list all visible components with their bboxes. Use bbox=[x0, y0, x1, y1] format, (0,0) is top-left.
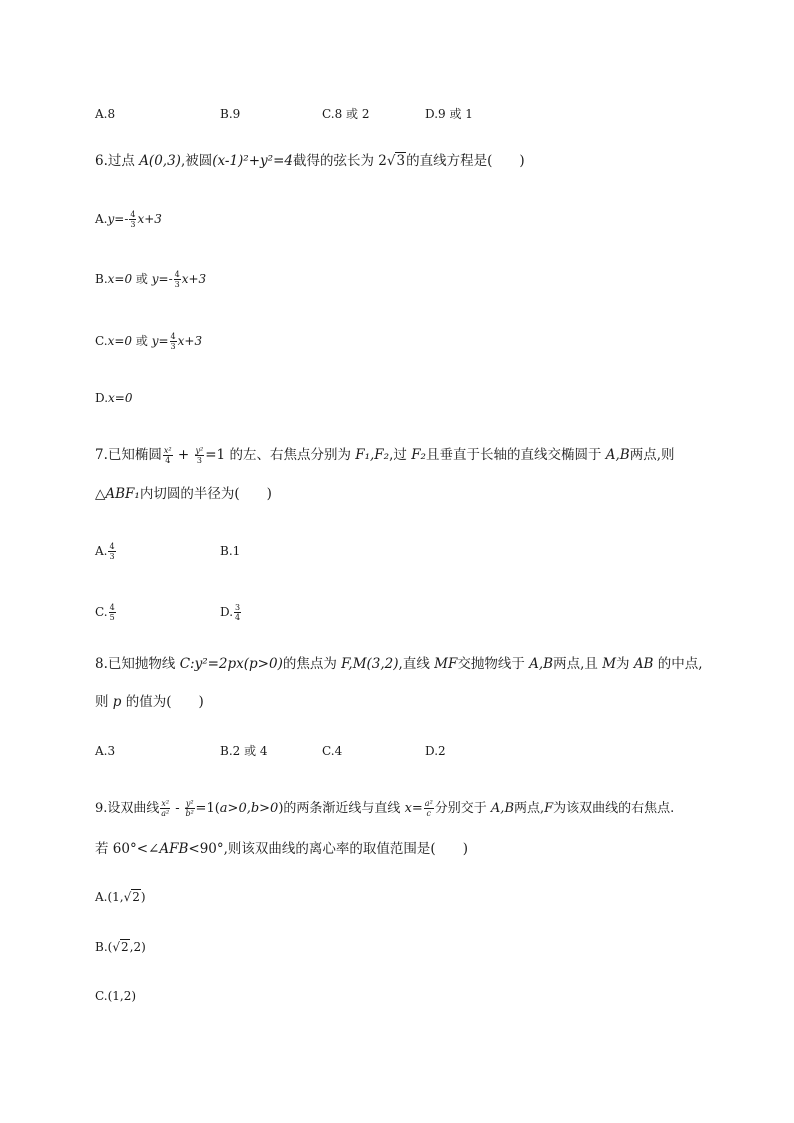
q9-minus: - bbox=[171, 801, 184, 816]
q9-text: 为该双曲线的右焦点. bbox=[553, 801, 675, 816]
q5-option-a: A.8 bbox=[95, 107, 116, 121]
q9-fraction-x bbox=[160, 799, 170, 818]
q6-option-d bbox=[95, 392, 132, 404]
q6-sqrt: √3 bbox=[386, 153, 406, 169]
q5-option-b: B.9 bbox=[220, 107, 241, 121]
q7-foci: F₁,F₂ bbox=[355, 447, 390, 463]
q9-angle: ∠AFB bbox=[148, 841, 189, 857]
frac-num: y² bbox=[185, 799, 194, 808]
frac-num: 4 bbox=[109, 603, 115, 612]
q6-option-b bbox=[95, 270, 206, 289]
q6-sqrt-value: 3 bbox=[396, 153, 406, 169]
q9-text: <90°,则该双曲线的离心率的取值范围是( ) bbox=[188, 841, 468, 857]
q9-ab: A,B bbox=[490, 801, 514, 816]
q6-option-a-expr: x+3 bbox=[137, 212, 162, 226]
frac-num: 4 bbox=[174, 270, 180, 279]
frac-num: 3 bbox=[235, 603, 241, 612]
q8-p: p bbox=[112, 694, 122, 710]
q7-text: =1 的左、右焦点分别为 bbox=[205, 447, 356, 463]
q6-option-a-expr: y=- bbox=[107, 212, 129, 226]
q7-stem bbox=[95, 446, 675, 465]
frac-den: 3 bbox=[174, 280, 180, 289]
q5-option-d: D.9 或 1 bbox=[425, 107, 473, 121]
q6-option-c-label: C. bbox=[95, 334, 108, 348]
q8-option-c: C.4 bbox=[322, 744, 343, 758]
q6-option-a-label: A. bbox=[95, 212, 108, 226]
q9-option-a bbox=[95, 891, 146, 903]
q6-option-c-fraction bbox=[170, 332, 177, 351]
q9-line-eq: x= bbox=[404, 801, 423, 816]
frac-num: 4 bbox=[130, 210, 136, 219]
q8-stem-line2 bbox=[95, 696, 204, 710]
q7-option-d bbox=[220, 603, 242, 622]
q6-option-b-expr: y=- bbox=[151, 272, 173, 286]
q6-stem bbox=[95, 155, 525, 169]
q7-fraction-x bbox=[163, 446, 173, 465]
q9-option-a-text: A.(1, bbox=[95, 890, 124, 904]
q7-fraction-y bbox=[195, 446, 205, 465]
q8-text: 两点,且 bbox=[553, 656, 603, 672]
q6-option-c-expr: x=0 bbox=[107, 334, 133, 348]
frac-num: 4 bbox=[109, 542, 115, 551]
q6-option-c-expr: y= bbox=[151, 334, 169, 348]
q8-text: 交抛物线于 bbox=[457, 656, 530, 672]
frac-den: a² bbox=[161, 809, 170, 818]
q6-option-b-fraction bbox=[174, 270, 181, 289]
q6-option-d-expr: x=0 bbox=[108, 391, 133, 405]
q7-ab: A,B bbox=[605, 447, 630, 463]
q8-text: 已知抛物线 bbox=[107, 656, 180, 672]
q6-option-b-label: B. bbox=[95, 272, 108, 286]
q6-option-c-expr: x+3 bbox=[177, 334, 203, 348]
q6-option-b-expr: x=0 bbox=[107, 272, 133, 286]
q9-text: 若 60°< bbox=[95, 841, 149, 857]
q8-stem bbox=[95, 658, 703, 672]
q6-option-d-label: D. bbox=[95, 391, 109, 405]
q7-option-c-fraction bbox=[109, 603, 116, 622]
q9-line-fraction bbox=[424, 799, 434, 818]
q7-option-a bbox=[95, 542, 117, 561]
q7-stem-line2 bbox=[95, 488, 272, 502]
q8-option-a: A.3 bbox=[95, 744, 116, 758]
q7-text: 内切圆的半径为( ) bbox=[139, 486, 272, 502]
q6-text: 过点 bbox=[107, 153, 140, 169]
q6-point: A(0,3) bbox=[139, 153, 181, 169]
q6-number: 6. bbox=[95, 153, 108, 169]
q8-text: ,直线 bbox=[398, 656, 435, 672]
q8-mf: MF bbox=[434, 656, 458, 672]
frac-den: 3 bbox=[196, 456, 202, 465]
q9-option-a-text: ) bbox=[140, 890, 146, 904]
q9-stem bbox=[95, 799, 674, 818]
frac-den: 4 bbox=[165, 456, 171, 465]
q7-option-b: B.1 bbox=[220, 544, 241, 558]
q6-option-a-fraction bbox=[129, 210, 136, 229]
q7-text: 两点,则 bbox=[629, 447, 675, 463]
q6-circle: (x-1)²+y²=4 bbox=[212, 153, 293, 169]
sqrt-value: 2 bbox=[120, 940, 129, 954]
frac-den: 3 bbox=[130, 220, 136, 229]
q9-stem-line2 bbox=[95, 843, 468, 857]
q9-f: F bbox=[544, 801, 554, 816]
q7-option-d-label: D. bbox=[220, 605, 234, 619]
q7-option-a-fraction bbox=[108, 542, 115, 561]
q8-curve: C:y²=2px(p>0) bbox=[179, 656, 283, 672]
q7-option-d-fraction bbox=[234, 603, 241, 622]
q9-option-b-text: B.( bbox=[95, 940, 113, 954]
q8-text: 的中点, bbox=[653, 656, 703, 672]
q7-f2: F₂ bbox=[411, 447, 426, 463]
q7-text: 已知椭圆 bbox=[107, 447, 162, 463]
q6-text: ,被圆 bbox=[180, 153, 213, 169]
frac-den: 3 bbox=[109, 552, 115, 561]
q7-option-a-label: A. bbox=[95, 544, 108, 558]
sqrt-value: 2 bbox=[132, 890, 140, 904]
q6-option-b-or: 或 bbox=[132, 272, 152, 286]
q7-text: ,过 bbox=[389, 447, 412, 463]
frac-num: x² bbox=[163, 446, 172, 455]
frac-den: 4 bbox=[235, 613, 241, 622]
q7-option-c-label: C. bbox=[95, 605, 108, 619]
q8-option-b: B.2 或 4 bbox=[220, 744, 268, 758]
q6-text: 截得的弦长为 2 bbox=[292, 153, 387, 169]
q8-text: 为 bbox=[616, 656, 634, 672]
q6-option-a bbox=[95, 210, 162, 229]
q9-text: =1( bbox=[195, 801, 220, 816]
q8-text: 的值为( ) bbox=[121, 694, 204, 710]
frac-num: y² bbox=[195, 446, 204, 455]
q9-option-b-sqrt: √2 bbox=[112, 940, 129, 954]
q8-text: 则 bbox=[95, 694, 113, 710]
frac-den: 3 bbox=[170, 342, 176, 351]
frac-num: a² bbox=[424, 799, 433, 808]
frac-num: x² bbox=[161, 799, 170, 808]
q9-number: 9. bbox=[95, 801, 108, 816]
q9-text: )的两条渐近线与直线 bbox=[278, 801, 405, 816]
q9-text: 设双曲线 bbox=[107, 801, 160, 816]
q9-option-a-sqrt: √2 bbox=[123, 890, 140, 904]
frac-num: 4 bbox=[170, 332, 176, 341]
q6-option-b-expr: x+3 bbox=[181, 272, 207, 286]
q7-triangle: △ABF₁ bbox=[95, 486, 140, 502]
q7-option-c bbox=[95, 603, 117, 622]
frac-den: b² bbox=[185, 809, 194, 818]
q9-condition: a>0,b>0 bbox=[219, 801, 279, 816]
q8-m: M bbox=[602, 656, 617, 672]
q8-number: 8. bbox=[95, 656, 108, 672]
q8-ab: A,B bbox=[529, 656, 554, 672]
q9-option-b bbox=[95, 941, 146, 953]
q9-option-c: C.(1,2) bbox=[95, 989, 137, 1003]
q6-text: 的直线方程是( ) bbox=[406, 153, 525, 169]
q8-focus: F,M(3,2) bbox=[341, 656, 399, 672]
frac-den: c bbox=[426, 809, 432, 818]
q9-option-b-text: ,2) bbox=[129, 940, 146, 954]
q8-text: 的焦点为 bbox=[282, 656, 342, 672]
q8-option-d: D.2 bbox=[425, 744, 446, 758]
q9-fraction-y bbox=[185, 799, 195, 818]
q7-plus: + bbox=[173, 447, 194, 463]
q6-option-c-or: 或 bbox=[132, 334, 152, 348]
q6-option-c bbox=[95, 332, 202, 351]
q8-ab2: AB bbox=[633, 656, 654, 672]
q5-option-c: C.8 或 2 bbox=[322, 107, 370, 121]
q9-text: 分别交于 bbox=[434, 801, 491, 816]
frac-den: 5 bbox=[109, 613, 115, 622]
q7-number: 7. bbox=[95, 447, 108, 463]
q7-text: 且垂直于长轴的直线交椭圆于 bbox=[425, 447, 606, 463]
q9-text: 两点, bbox=[514, 801, 545, 816]
